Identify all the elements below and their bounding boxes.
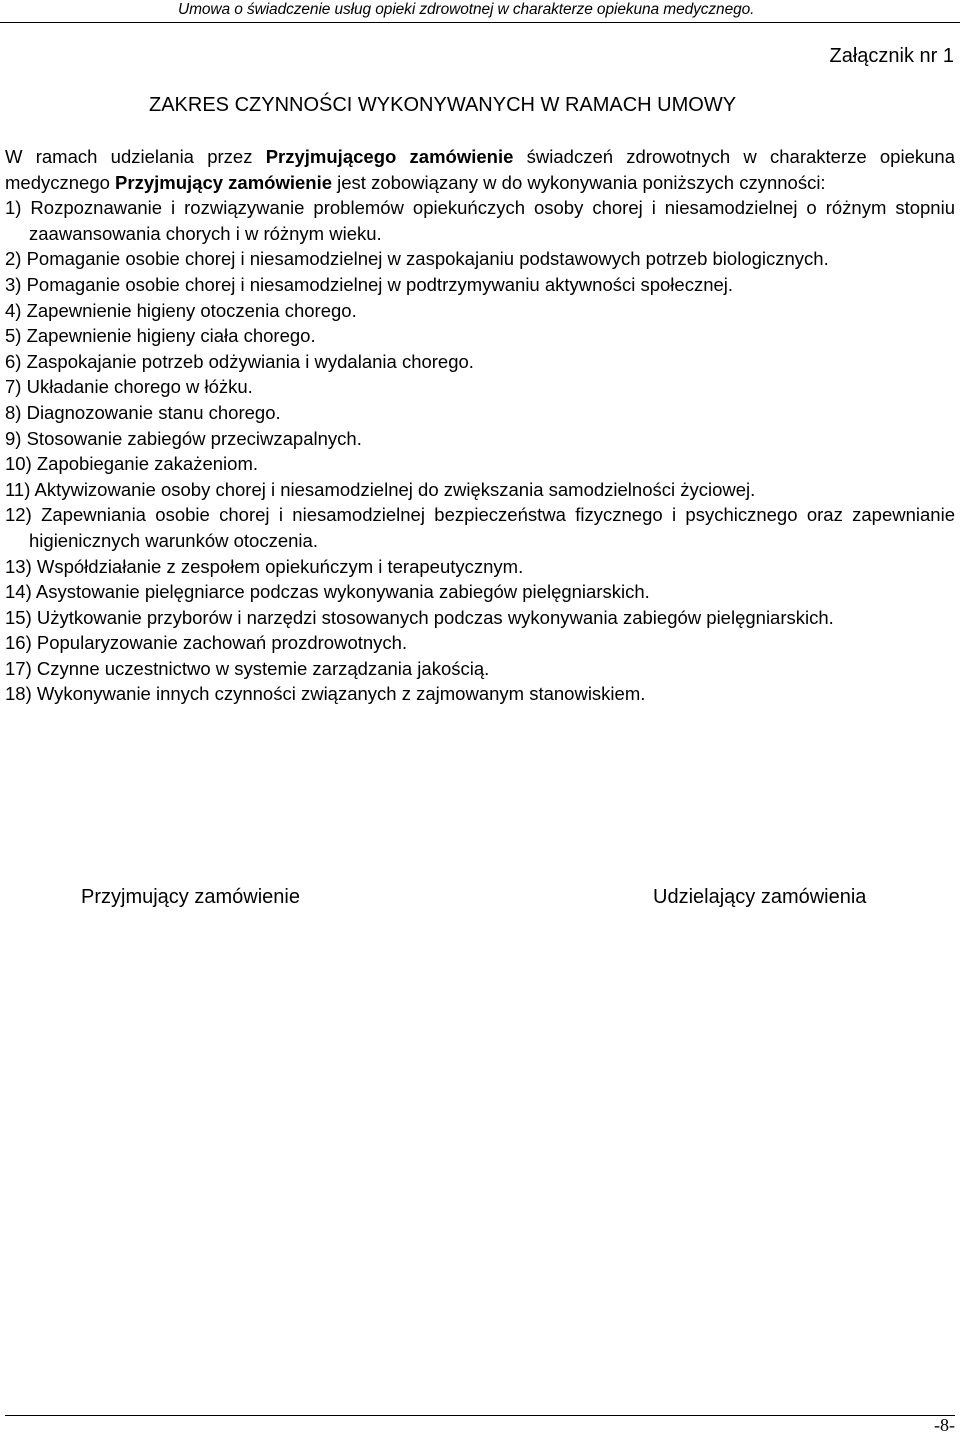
list-item: 11) Aktywizowanie osoby chorej i niesamodzielnej do zwiększania samodzielności życiowej. bbox=[5, 478, 756, 500]
list-item: 17) Czynne uczestnictwo w systemie zarządzania jakością. bbox=[5, 657, 490, 679]
intro-bold-2: Przyjmujący zamówienie bbox=[115, 171, 332, 193]
list-item: 9) Stosowanie zabiegów przeciwzapalnych. bbox=[5, 427, 362, 449]
list-item: 8) Diagnozowanie stanu chorego. bbox=[5, 401, 281, 423]
list-item: 5) Zapewnienie higieny ciała chorego. bbox=[5, 325, 316, 347]
list-item: 1) Rozpoznawanie i rozwiązywanie problemów opiekuńczych osoby chorej i niesamodzielnej o różnym stopniu zaawansowania chorych i w różnym wieku. bbox=[5, 197, 955, 244]
intro-text-1: W ramach udzielania przez bbox=[5, 146, 266, 167]
header-text: Umowa o świadczenie usług opieki zdrowotnej w charakterze opiekuna medycznego. bbox=[178, 1, 755, 18]
intro-text-3: jest zobowiązany w do wykonywania poniższych czynności: bbox=[332, 171, 826, 193]
intro-bold-1: Przyjmującego zamówienie bbox=[265, 146, 514, 167]
list-item: 2) Pomaganie osobie chorej i niesamodzielnej w zaspokajaniu podstawowych potrzeb biologicznych. bbox=[5, 248, 829, 270]
duties-list bbox=[5, 195, 955, 707]
list-item: 15) Użytkowanie przyborów i narzędzi stosowanych podczas wykonywania zabiegów pielęgniarskich. bbox=[5, 606, 834, 628]
document-body bbox=[5, 144, 955, 707]
intro-text-2: świadczeń zdrowotnych w charakterze opiekuna medycznego bbox=[5, 146, 955, 193]
list-item: 10) Zapobieganie zakażeniom. bbox=[5, 453, 258, 475]
signature-client: Przyjmujący zamówienie bbox=[81, 886, 300, 908]
page-number: -8- bbox=[934, 1415, 955, 1435]
signature-provider: Udzielający zamówienia bbox=[653, 886, 867, 908]
list-item: 18) Wykonywanie innych czynności związanych z zajmowanym stanowiskiem. bbox=[5, 683, 646, 705]
list-item: 7) Układanie chorego w łóżku. bbox=[5, 376, 253, 398]
running-header bbox=[0, 0, 960, 23]
list-item: 12) Zapewniania osobie chorej i niesamodzielnej bezpieczeństwa fizycznego i psychicznego oraz zapewnianie higienicznych warunków otoczenia. bbox=[5, 504, 955, 551]
list-item: 14) Asystowanie pielęgniarce podczas wykonywania zabiegów pielęgniarskich. bbox=[5, 581, 650, 603]
intro-paragraph bbox=[5, 144, 955, 195]
attachment-label: Załącznik nr 1 bbox=[829, 45, 954, 67]
list-item: 13) Współdziałanie z zespołem opiekuńczym i terapeutycznym. bbox=[5, 555, 524, 577]
document-title: ZAKRES CZYNNOŚCI WYKONYWANYCH W RAMACH UMOWY bbox=[149, 94, 737, 116]
footer-divider bbox=[5, 1415, 955, 1416]
list-item: 6) Zaspokajanie potrzeb odżywiania i wydalania chorego. bbox=[5, 350, 474, 372]
list-item: 4) Zapewnienie higieny otoczenia chorego. bbox=[5, 299, 357, 321]
list-item: 16) Popularyzowanie zachowań prozdrowotnych. bbox=[5, 632, 408, 654]
list-item: 3) Pomaganie osobie chorej i niesamodzielnej w podtrzymywaniu aktywności społecznej. bbox=[5, 273, 734, 295]
